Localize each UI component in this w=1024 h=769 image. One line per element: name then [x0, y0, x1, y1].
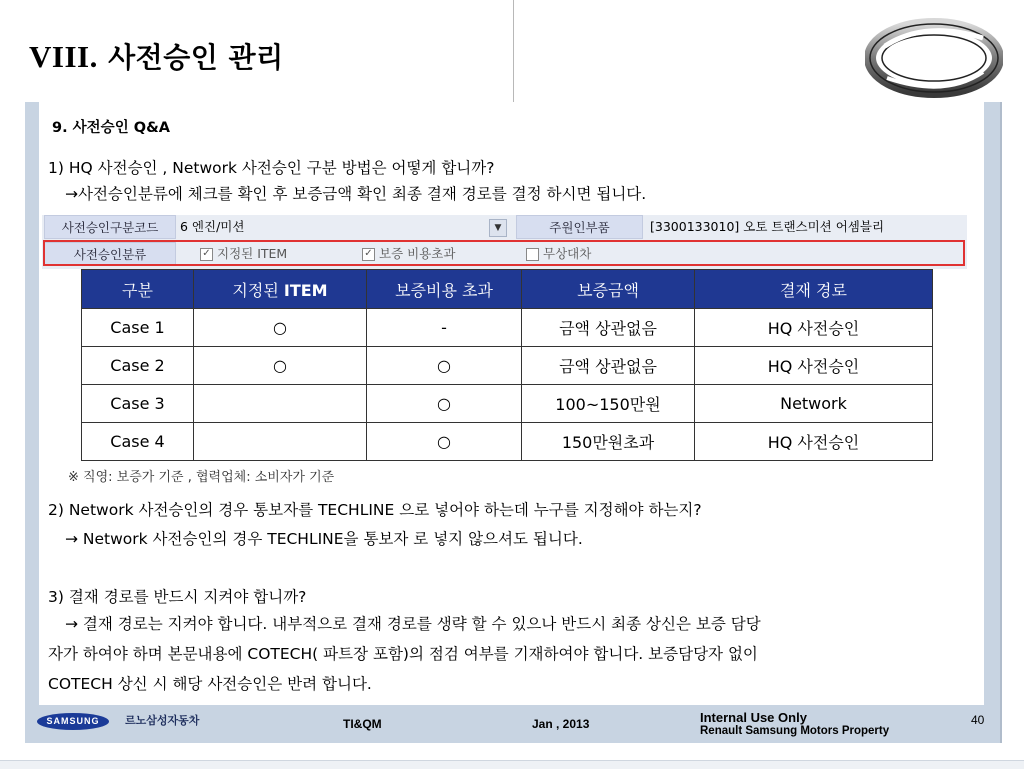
table-cell	[194, 423, 367, 461]
table-cell: HQ 사전승인	[695, 423, 933, 461]
answer-3-line-1: → 결재 경로는 지켜야 합니다. 내부적으로 결재 경로를 생략 할 수 있으나 반드시 최종 상신은 보증 담당	[65, 615, 761, 633]
table-header-row	[82, 270, 933, 309]
footer	[25, 705, 1000, 743]
checkbox-label-cost-exceeded: 보증 비용초과	[379, 246, 456, 261]
checkbox-designated-item[interactable]: ✓	[200, 248, 213, 261]
table-row	[82, 309, 933, 347]
table-cell: 150만원초과	[522, 423, 695, 461]
table-note: ※ 직영: 보증가 기준 , 협력업체: 소비자가 기준	[68, 470, 335, 485]
checkbox-label-designated-item: 지정된 ITEM	[217, 246, 288, 261]
answer-2: → Network 사전승인의 경우 TECHLINE을 통보자 로 넣지 않으셔도 됩니다.	[65, 530, 583, 548]
table-cell: HQ 사전승인	[695, 347, 933, 385]
section-title: 사전승인 Q&A	[72, 120, 170, 136]
title-text: 사전승인 관리	[108, 41, 284, 74]
answer-3-line-3: COTECH 상신 시 해당 사전승인은 반려 합니다.	[48, 675, 372, 693]
table-row	[82, 423, 933, 461]
part-value: [3300133010] 오토 트랜스미션 어셈블리	[650, 219, 885, 234]
dropdown-arrow-icon[interactable]: ▼	[489, 219, 507, 237]
title-roman-numeral: VIII.	[29, 39, 98, 74]
header-approval-path: 결재 경로	[695, 270, 933, 309]
code-value: 6 엔진/미션	[180, 219, 245, 234]
highlight-box	[43, 240, 965, 266]
form-row-code	[42, 215, 967, 239]
table-cell: ○	[194, 309, 367, 347]
table-cell: ○	[367, 385, 522, 423]
code-label: 사전승인구분코드	[44, 215, 176, 239]
table-row	[82, 385, 933, 423]
header-amount: 보증금액	[522, 270, 695, 309]
rsm-logo: 르노삼성자동차	[125, 714, 200, 727]
footer-internal: Internal Use Only	[700, 710, 807, 725]
checkbox-cost-exceeded[interactable]: ✓	[362, 248, 375, 261]
table-cell: 100~150만원	[522, 385, 695, 423]
content-panel	[25, 102, 1002, 743]
table-cell: -	[367, 309, 522, 347]
table-cell: ○	[367, 347, 522, 385]
footer-date: Jan , 2013	[532, 717, 590, 731]
section-heading	[52, 118, 170, 138]
question-1: 1) HQ 사전승인 , Network 사전승인 구분 방법은 어떻게 합니까?	[48, 159, 495, 177]
content-body	[39, 102, 984, 705]
answer-1: →사전승인분류에 체크를 확인 후 보증금액 확인 최종 결재 경로를 결정 하시면 됩니다.	[65, 185, 647, 203]
header-designated-item: 지정된 ITEM	[194, 270, 367, 309]
table-cell: Network	[695, 385, 933, 423]
renault-samsung-logo-icon	[865, 16, 1003, 98]
page-number: 40	[971, 713, 985, 727]
section-number: 9.	[52, 120, 68, 136]
table-cell: Case 4	[82, 423, 194, 461]
title-area	[0, 0, 514, 102]
question-2: 2) Network 사전승인의 경우 통보자를 TECHLINE 으로 넣어야 하는데 누구를 지정해야 하는지?	[48, 501, 702, 519]
page-title	[29, 36, 284, 76]
table-cell: Case 2	[82, 347, 194, 385]
class-label: 사전승인분류	[44, 242, 176, 266]
footer-property: Renault Samsung Motors Property	[700, 725, 890, 737]
checkbox-label-free-rental: 무상대차	[543, 246, 592, 261]
table-cell: HQ 사전승인	[695, 309, 933, 347]
table-row	[82, 347, 933, 385]
table-cell	[194, 385, 367, 423]
footer-dept: TI&QM	[343, 717, 382, 731]
header-cost-exceeded: 보증비용 초과	[367, 270, 522, 309]
table-cell: 금액 상관없음	[522, 347, 695, 385]
answer-3-line-2: 자가 하여야 하며 본문내용에 COTECH( 파트장 포함)의 점검 여부를 기재하여야 합니다. 보증담당자 없이	[48, 645, 758, 663]
header-category: 구분	[82, 270, 194, 309]
samsung-logo: SAMSUNG	[37, 713, 109, 730]
table-cell: ○	[367, 423, 522, 461]
table-cell: Case 1	[82, 309, 194, 347]
part-label: 주원인부품	[516, 215, 643, 239]
question-3: 3) 결재 경로를 반드시 지켜야 합니까?	[48, 588, 307, 606]
table-cell: 금액 상관없음	[522, 309, 695, 347]
table-cell: ○	[194, 347, 367, 385]
approval-table	[81, 269, 933, 461]
table-cell: Case 3	[82, 385, 194, 423]
